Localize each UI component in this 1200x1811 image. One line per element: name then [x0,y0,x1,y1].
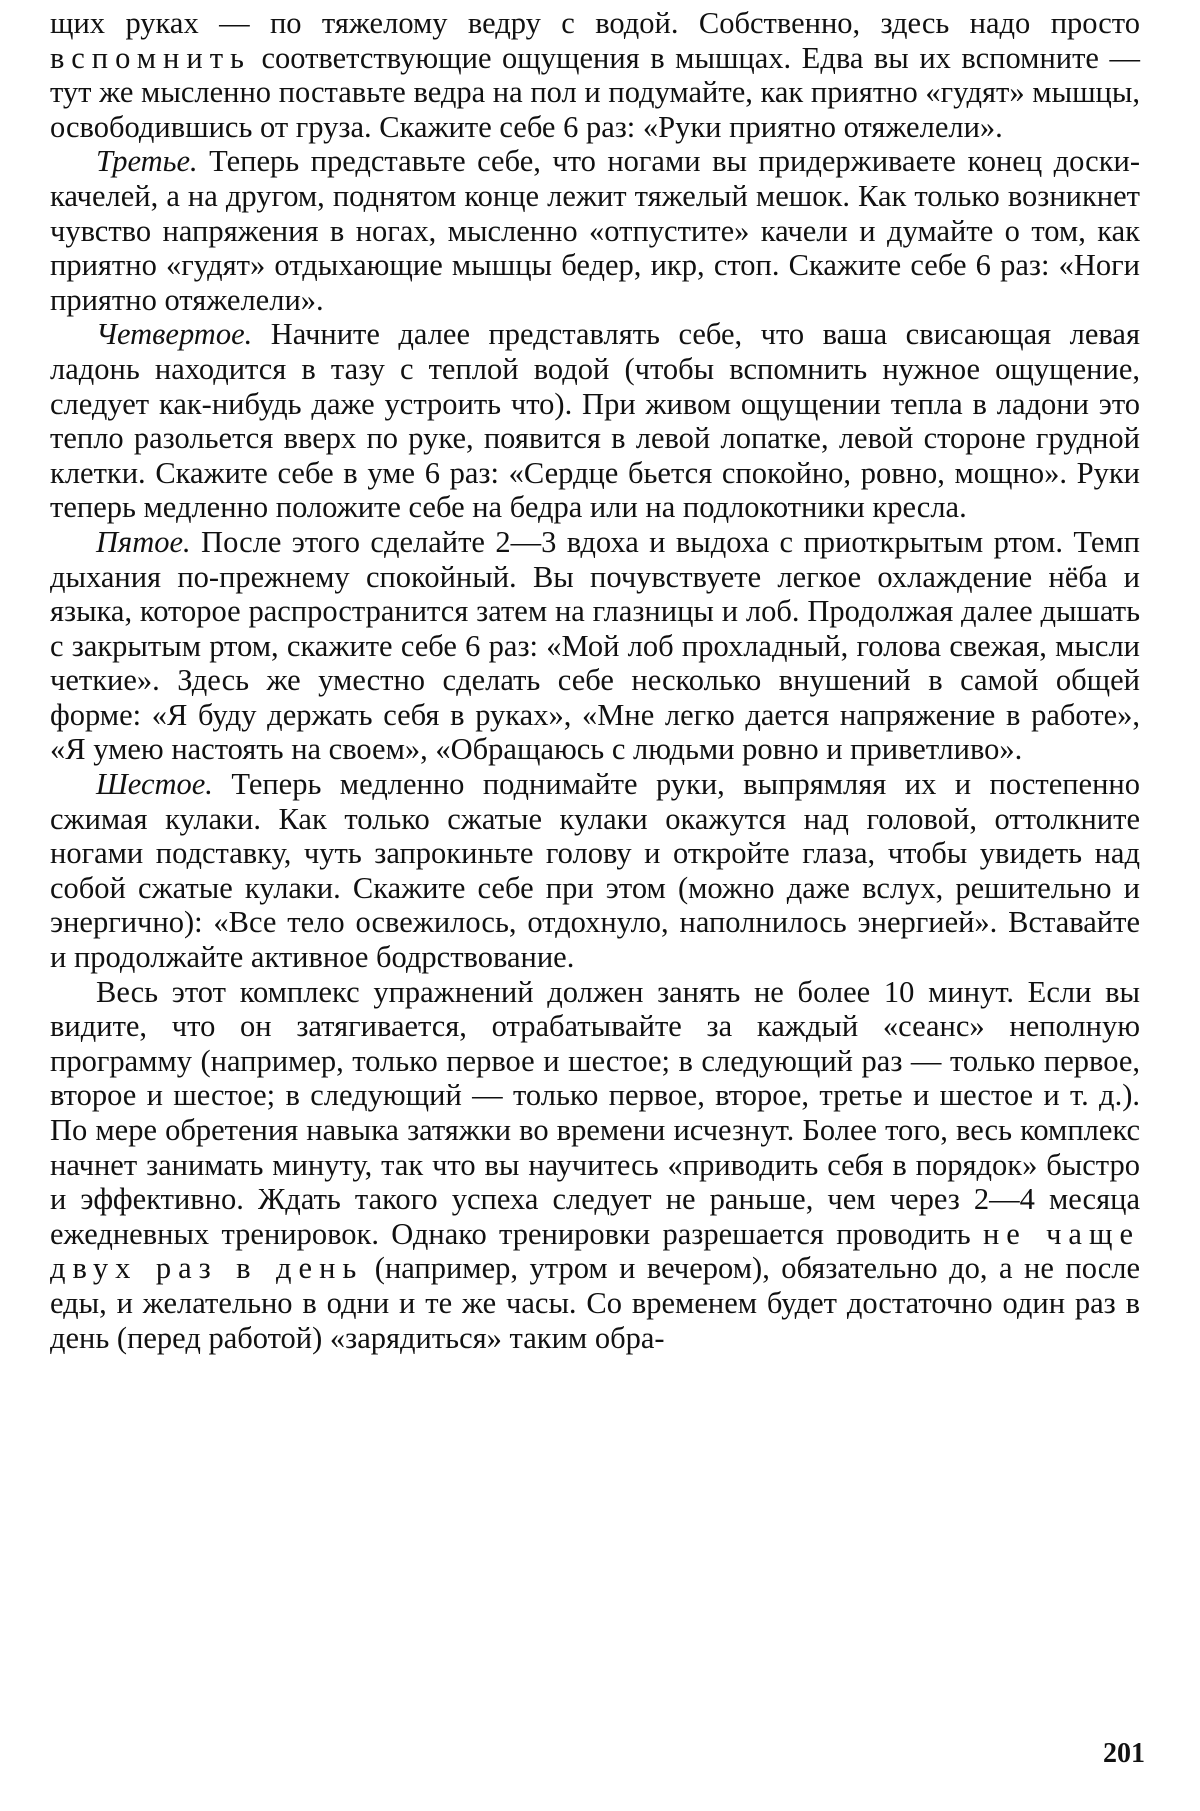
paragraph-lead: Шестое. [96,767,213,802]
paragraph-text: Начните далее представлять себе, что ваша свисающая левая ладонь находится в тазу с теплой водой (чтобы вспомнить нужное ощущение, следует как-нибудь даже устроить что). При живом ощущении тепла в ладони это тепло разольется вверх по руке, появится в левой лопатке, левой стороне грудной клетки. Скажите себе в уме 6 раз: «Сердце бьется спокойно, ровно, мощно». Руки теперь медленно положите себе на бедра или на подлокотники кресла. [50,317,1140,525]
paragraph-lead: Третье. [96,144,198,179]
paragraph-6 [50,975,1140,1356]
paragraph-lead: Пятое. [96,524,191,559]
page-number: 201 [1103,1738,1145,1769]
paragraph-text: Теперь медленно поднимайте руки, выпрямляя их и постепенно сжимая кулаки. Как только сжатые кулаки окажутся над головой, оттолкните ногами подставку, чуть запрокиньте голову и откройте глаза, чтобы увидеть над собой сжатые кулаки. Скажите себе при этом (можно даже вслух, решительно и энергично): «Все тело освежилось, отдохнуло, наполнилось энергией». Вставайте и продолжайте активное бодрствование. [50,767,1140,975]
spaced-emphasis: не чаще двух раз в день [50,1216,1140,1286]
paragraph-text: щих руках — по тяжелому ведру с водой. Собственно, здесь надо просто [50,6,1140,40]
paragraph-text: После этого сделайте 2—3 вдоха и выдоха с приоткрытым ртом. Темп дыхания по-прежнему спокойный. Вы почувствуете легкое охлаждение нёба и языка, которое распространится затем на глазницы и лоб. Продолжая далее дышать с закрытым ртом, скажите себе 6 раз: «Мой лоб прохладный, голова свежая, мысли четкие». Здесь же уместно сделать себе несколько внушений в самой общей форме: «Я буду держать себя в руках», «Мне легко дается напряжение в работе», «Я умею настоять на своем», «Обращаюсь с людьми ровно и приветливо». [50,524,1140,767]
paragraph-lead: Четвертое. [96,317,253,352]
paragraph-text: соответствующие ощущения в мышцах. Едва вы их вспомните — тут же мысленно поставьте ведра на пол и подумайте, как приятно «гудят» мышцы, освободившись от груза. Скажите себе 6 раз: «Руки приятно отяжелели». [50,40,1140,144]
spaced-emphasis: вспомнить [50,40,251,75]
paragraph-text: (например, утром и вечером), обязательно до, а не после еды, и желательно в одни и те же часы. Со временем будет достаточно один раз в день (перед работой) «зарядиться» таким обра- [50,1251,1140,1355]
paragraph-3 [50,317,1140,525]
paragraph-text: Теперь представьте себе, что ногами вы придерживаете конец доски-качелей, а на другом, поднятом конце лежит тяжелый мешок. Как только возникнет чувство напряжения в ногах, мысленно «отпустите» качели и думайте о том, как приятно «гудят» отдыхающие мышцы бедер, икр, стоп. Скажите себе 6 раз: «Ноги приятно отяжелели». [50,144,1140,317]
paragraph-4 [50,525,1140,767]
paragraph-5 [50,767,1140,975]
paragraph-2 [50,144,1140,317]
page-body [50,6,1140,1355]
paragraph-text: Весь этот комплекс упражнений должен занять не более 10 минут. Если вы видите, что он затягивается, отрабатывайте за каждый «сеанс» неполную программу (например, только первое и шестое; в следующий раз — только первое, второе и шестое; в следующий — только первое, второе, третье и шестое и т. д.). По мере обретения навыка затяжки во времени исчезнут. Более того, весь комплекс начнет занимать минуту, так что вы научитесь «приводить себя в порядок» быстро и эффективно. Ждать такого успеха следует не раньше, чем через 2—4 месяца ежедневных тренировок. Однако тренировки разрешается проводить [50,974,1140,1251]
paragraph-1 [50,6,1140,144]
